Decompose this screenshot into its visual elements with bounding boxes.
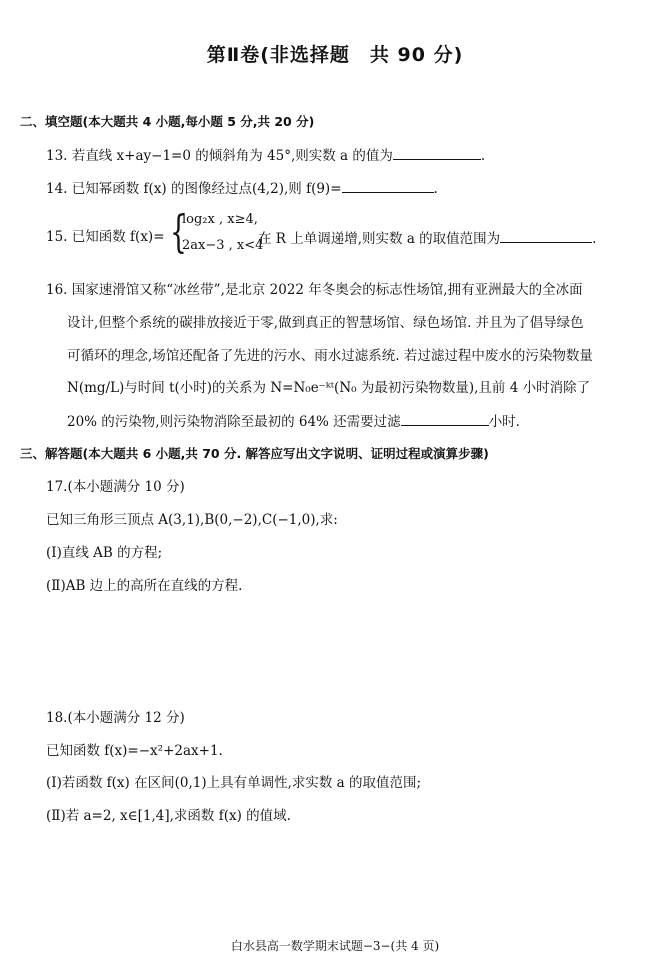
page-footer: 白水县高一数学期末试题−3−(共 4 页) — [230, 939, 440, 953]
question-13-answer-blank — [393, 145, 481, 160]
question-13 — [46, 145, 485, 165]
question-13-end: . — [480, 148, 486, 164]
question-15-answer-blank — [500, 228, 592, 243]
question-17-part-1: (Ⅰ)直线 AB 的方程; — [46, 545, 163, 561]
question-16-end: 小时. — [488, 414, 520, 430]
piecewise-case-1: log₂x , x≥4, — [182, 212, 258, 227]
question-14-answer-blank — [342, 178, 434, 193]
question-15-lead: 15. 已知函数 f(x)= — [46, 229, 165, 245]
left-brace-icon: { — [170, 207, 187, 258]
question-16-line-5 — [67, 411, 520, 431]
question-17-part-2: (Ⅱ)AB 边上的高所在直线的方程. — [46, 578, 243, 594]
question-14 — [46, 178, 438, 198]
question-16-answer-blank — [401, 411, 489, 426]
question-15-piecewise — [170, 207, 264, 260]
question-15-tail — [258, 228, 596, 248]
section-fill-blank-heading: 二、填空题(本大题共 4 小题,每小题 5 分,共 20 分) — [20, 114, 315, 129]
question-16-line-3: 可循环的理念,场馆还配备了先进的污水、雨水过滤系统. 若过滤过程中废水的污染物数量 — [67, 348, 593, 364]
question-16-line-2: 设计,但整个系统的碳排放接近于零,做到真正的智慧场馆、绿色场馆. 并且为了倡导绿色 — [67, 315, 584, 331]
question-16-line-1: 16. 国家速滑馆又称“冰丝带”,是北京 2022 年冬奥会的标志性场馆,拥有亚洲最大的全冰面 — [46, 282, 583, 298]
question-15-text: 在 R 上单调递增,则实数 a 的取值范围为 — [258, 231, 501, 247]
question-17-title: 17.(本小题满分 10 分) — [46, 479, 185, 495]
question-14-end: . — [433, 181, 438, 197]
question-13-text: 13. 若直线 x+ay−1=0 的倾斜角为 45°,则实数 a 的值为 — [46, 148, 393, 164]
question-14-text: 14. 已知幂函数 f(x) 的图像经过点(4,2),则 f(9)= — [46, 181, 342, 197]
question-18-title: 18.(本小题满分 12 分) — [46, 710, 185, 726]
section-solution-heading: 三、解答题(本大题共 6 小题,共 70 分. 解答应写出文字说明、证明过程或演算步骤) — [20, 446, 489, 461]
question-16-line-4: N(mg/L)与时间 t(小时)的关系为 N=N₀e⁻ᵏᵗ(N₀ 为最初污染物数量),且前 4 小时消除了 — [67, 380, 591, 396]
question-18-part-1: (Ⅰ)若函数 f(x) 在区间(0,1)上具有单调性,求实数 a 的取值范围; — [46, 775, 422, 791]
question-18-stem: 已知函数 f(x)=−x²+2ax+1. — [46, 743, 223, 759]
page-title: 第Ⅱ卷(非选择题 共 90 分) — [206, 44, 464, 66]
piecewise-case-2: 2ax−3 , x<4 — [182, 238, 264, 253]
question-15-end: . — [592, 231, 597, 247]
question-16-text: 20% 的污染物,则污染物消除至最初的 64% 还需要过滤 — [67, 414, 401, 430]
question-18-part-2: (Ⅱ)若 a=2, x∈[1,4],求函数 f(x) 的值域. — [46, 808, 291, 824]
question-17-stem: 已知三角形三顶点 A(3,1),B(0,−2),C(−1,0),求: — [46, 512, 338, 528]
